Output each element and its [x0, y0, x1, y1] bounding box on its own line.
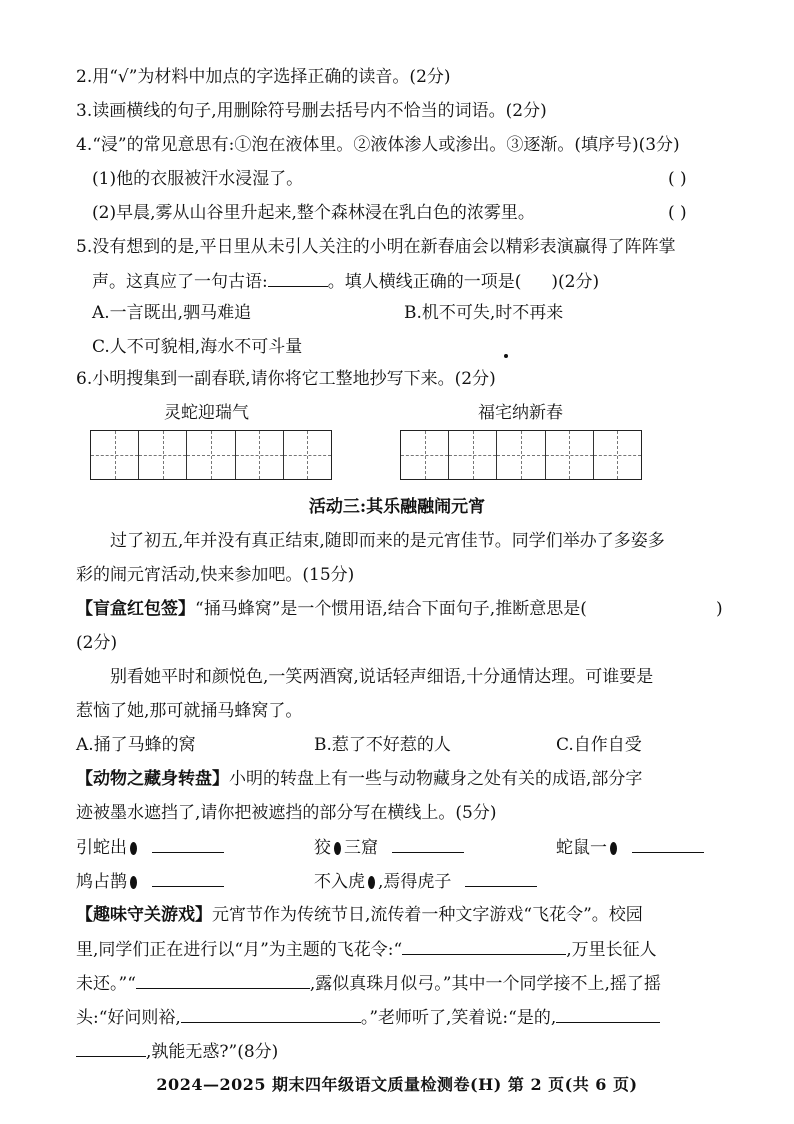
- grid-cell[interactable]: [401, 431, 449, 479]
- grid-cell[interactable]: [546, 431, 594, 479]
- writing-grid-left[interactable]: [90, 430, 332, 480]
- ink-blot: [130, 842, 137, 855]
- grid-cell[interactable]: [594, 431, 641, 479]
- game-text-4a: 头:“好问则裕,: [76, 1008, 181, 1028]
- ink-blot: [610, 842, 617, 855]
- verse-blank-2[interactable]: [136, 972, 310, 989]
- grid-cell[interactable]: [236, 431, 284, 479]
- idiom-2: [314, 836, 464, 859]
- game-text-2a: 里,同学们正在进行以“月”为主题的飞花令:“: [76, 940, 403, 960]
- animal-question-line-2: 迹被墨水遮挡了,请你把被遮挡的部分写在横线上。(5分): [76, 803, 497, 823]
- grid-cell[interactable]: [187, 431, 235, 479]
- idiom-4-text: 鸠占鹊: [76, 872, 127, 892]
- blind-box-tag: 【盲盒红包签】: [76, 599, 195, 619]
- game-line-4: [76, 1006, 660, 1029]
- blind-box-question: [76, 598, 587, 620]
- animal-tag: 【动物之藏身转盘】: [76, 769, 229, 789]
- question-5-line-2: [92, 270, 599, 293]
- activity-3-title: 活动三:其乐融融闹元宵: [308, 497, 486, 517]
- idiom-4-blank[interactable]: [152, 870, 224, 887]
- q5-text-c: )(2分): [551, 272, 600, 292]
- idiom-3: [556, 836, 704, 859]
- bb-option-b: B.惹了不好惹的人: [314, 735, 451, 755]
- page-footer: 2024—2025 期末四年级语文质量检测卷(H) 第 2 页(共 6 页): [156, 1075, 638, 1094]
- idiom-2-blank[interactable]: [392, 836, 464, 853]
- game-line-3: [76, 972, 661, 995]
- bb-option-c: C.自作自受: [556, 735, 642, 755]
- idiom-2-text-b: 三窟: [344, 838, 378, 858]
- game-text-2b: ,万里长征人: [566, 940, 657, 960]
- couplet-right: 福宅纳新春: [478, 403, 563, 423]
- grid-cell[interactable]: [449, 431, 497, 479]
- idiom-1-text: 引蛇出: [76, 838, 127, 858]
- q5-option-c: C.人不可貌相,海水不可斗量: [92, 337, 303, 357]
- blind-box-score: (2分): [76, 633, 118, 653]
- bb-option-a: A.捅了马蜂的窝: [76, 735, 196, 755]
- blind-box-paren[interactable]: ): [716, 599, 723, 619]
- q5-text-a: 声。这真应了一句古语:: [92, 272, 268, 292]
- q5-option-a: A.一言既出,驷马难追: [92, 303, 252, 323]
- idiom-5-text-a: 不入虎: [314, 872, 365, 892]
- question-4-item-2: (2)早晨,雾从山谷里升起来,整个森林浸在乳白色的浓雾里。: [92, 203, 535, 223]
- q5-blank[interactable]: [268, 270, 328, 287]
- intro-line-2: 彩的闹元宵活动,快来参加吧。(15分): [76, 565, 355, 585]
- idiom-5: [314, 870, 537, 893]
- idiom-2-text-a: 狡: [314, 838, 331, 858]
- idiom-5-text-b: ,焉得虎子: [378, 872, 452, 892]
- idiom-3-blank[interactable]: [632, 836, 704, 853]
- animal-text: 小明的转盘上有一些与动物藏身之处有关的成语,部分字: [229, 769, 643, 789]
- game-text-5b: ,孰能无惑?”(8分): [146, 1042, 279, 1062]
- q5-text-b: 。填人横线正确的一项是(: [327, 272, 522, 292]
- ink-blot: [368, 876, 375, 889]
- game-tag: 【趣味守关游戏】: [76, 905, 212, 925]
- ink-blot: [130, 876, 137, 889]
- question-6: 6.小明搜集到一副春联,请你将它工整地抄写下来。(2分): [76, 369, 496, 389]
- verse-blank-1[interactable]: [402, 938, 566, 955]
- animal-question-line-1: [76, 768, 642, 790]
- idiom-5-blank[interactable]: [465, 870, 537, 887]
- idiom-3-text: 蛇鼠一: [556, 838, 607, 858]
- answer-paren-4-1[interactable]: ( ): [668, 169, 687, 189]
- question-2: 2.用“√”为材料中加点的字选择正确的读音。(2分): [76, 67, 451, 87]
- verse-blank-3[interactable]: [181, 1006, 361, 1023]
- ink-dot: [504, 354, 508, 358]
- grid-cell[interactable]: [91, 431, 139, 479]
- verse-blank-4[interactable]: [556, 1006, 660, 1023]
- q5-option-b: B.机不可失,时不再来: [404, 303, 564, 323]
- intro-line-1: 过了初五,年并没有真正结束,随即而来的是元宵佳节。同学们举办了多姿多: [110, 531, 665, 551]
- idiom-1: [76, 836, 224, 859]
- question-4: 4.“浸”的常见意思有:①泡在液体里。②液体渗人或渗出。③逐渐。(填序号)(3分): [76, 135, 680, 155]
- answer-paren-4-2[interactable]: ( ): [668, 203, 687, 223]
- game-text-4b: 。”老师听了,笑着说:“是的,: [360, 1008, 557, 1028]
- couplet-left: 灵蛇迎瑞气: [164, 403, 249, 423]
- passage-line-2: 惹恼了她,那可就捅马蜂窝了。: [76, 701, 303, 721]
- game-line-2: [76, 938, 657, 961]
- idiom-1-blank[interactable]: [152, 836, 224, 853]
- game-text-3b: ,露似真珠月似弓。”其中一个同学接不上,摇了摇: [309, 974, 661, 994]
- game-line-1: [76, 904, 643, 926]
- game-text-3a: 未还。”“: [76, 974, 136, 994]
- game-text-1: 元宵节作为传统节日,流传着一种文字游戏“飞花令”。校园: [212, 905, 643, 925]
- writing-grid-right[interactable]: [400, 430, 642, 480]
- game-line-5: [76, 1040, 278, 1063]
- question-3: 3.读画横线的句子,用删除符号删去括号内不恰当的词语。(2分): [76, 101, 547, 121]
- ink-blot: [334, 842, 341, 855]
- grid-cell[interactable]: [497, 431, 545, 479]
- idiom-4: [76, 870, 224, 893]
- passage-line-1: 别看她平时和颜悦色,一笑两酒窝,说话轻声细语,十分通情达理。可谁要是: [110, 667, 654, 687]
- grid-cell[interactable]: [139, 431, 187, 479]
- verse-blank-4-cont[interactable]: [76, 1040, 146, 1057]
- question-5-line-1: 5.没有想到的是,平日里从未引人关注的小明在新春庙会以精彩表演赢得了阵阵掌: [76, 237, 676, 257]
- blind-box-text: “捅马蜂窝”是一个惯用语,结合下面句子,推断意思是(: [195, 599, 587, 619]
- grid-cell[interactable]: [284, 431, 331, 479]
- question-4-item-1: (1)他的衣服被汗水浸湿了。: [92, 169, 304, 189]
